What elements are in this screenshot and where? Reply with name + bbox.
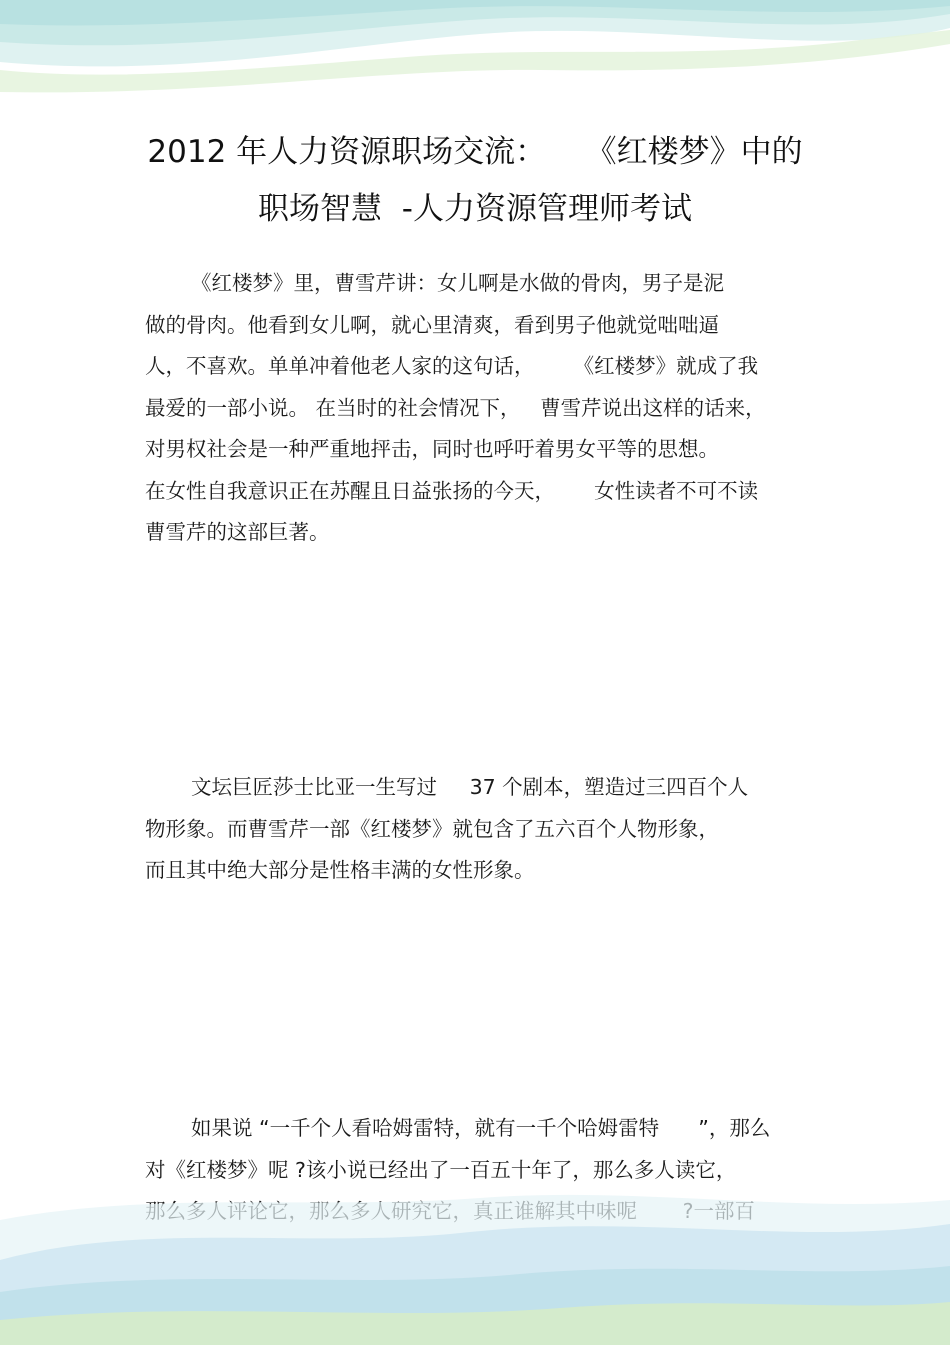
paragraph-1 [145, 263, 825, 554]
decorative-wave-top [0, 0, 950, 110]
paragraph-line: 人，不喜欢。单单冲着他老人家的这句话， 《红楼梦》就成了我 [145, 354, 759, 378]
paragraph-line: 对男权社会是一种严重地抨击，同时也呼吁着男女平等的思想。 [145, 437, 719, 461]
paragraph-2 [145, 767, 825, 892]
paragraph-line: 如果说 “一千个人看哈姆雷特，就有一千个哈姆雷特 ”，那么 [191, 1116, 771, 1140]
title-line-2: 职场智慧 -人力资源管理师考试 [258, 191, 692, 227]
paragraph-line: 《红楼梦》里，曹雪芹讲：女儿啊是水做的骨肉，男子是泥 [191, 271, 724, 295]
paragraph-line: 最爱的一部小说。 在当时的社会情况下， 曹雪芹说出这样的话来， [145, 395, 766, 420]
paragraph-line: 做的骨肉。他看到女儿啊，就心里清爽，看到男子他就觉咄咄逼 [145, 312, 719, 337]
paragraph-line: 文坛巨匠莎士比亚一生写过 37 个剧本，塑造过三四百个人 [191, 775, 749, 799]
paragraph-line: 在女性自我意识正在苏醒且日益张扬的今天， 女性读者不可不读 [145, 478, 759, 503]
paragraph-line: 物形象。而曹雪芹一部《红楼梦》就包含了五六百个人物形象， [145, 816, 719, 841]
title-line-1: 2012 年人力资源职场交流： 《红楼梦》中的 [147, 134, 803, 170]
paragraph-line: 曹雪芹的这部巨著。 [145, 520, 330, 544]
paragraph-line: 而且其中绝大部分是性格丰满的女性形象。 [145, 858, 535, 882]
decorative-wave-bottom [0, 1180, 950, 1345]
document-title [100, 124, 850, 238]
paragraph-line: 对《红楼梦》呢 ?该小说已经出了一百五十年了，那么多人读它， [145, 1157, 737, 1182]
